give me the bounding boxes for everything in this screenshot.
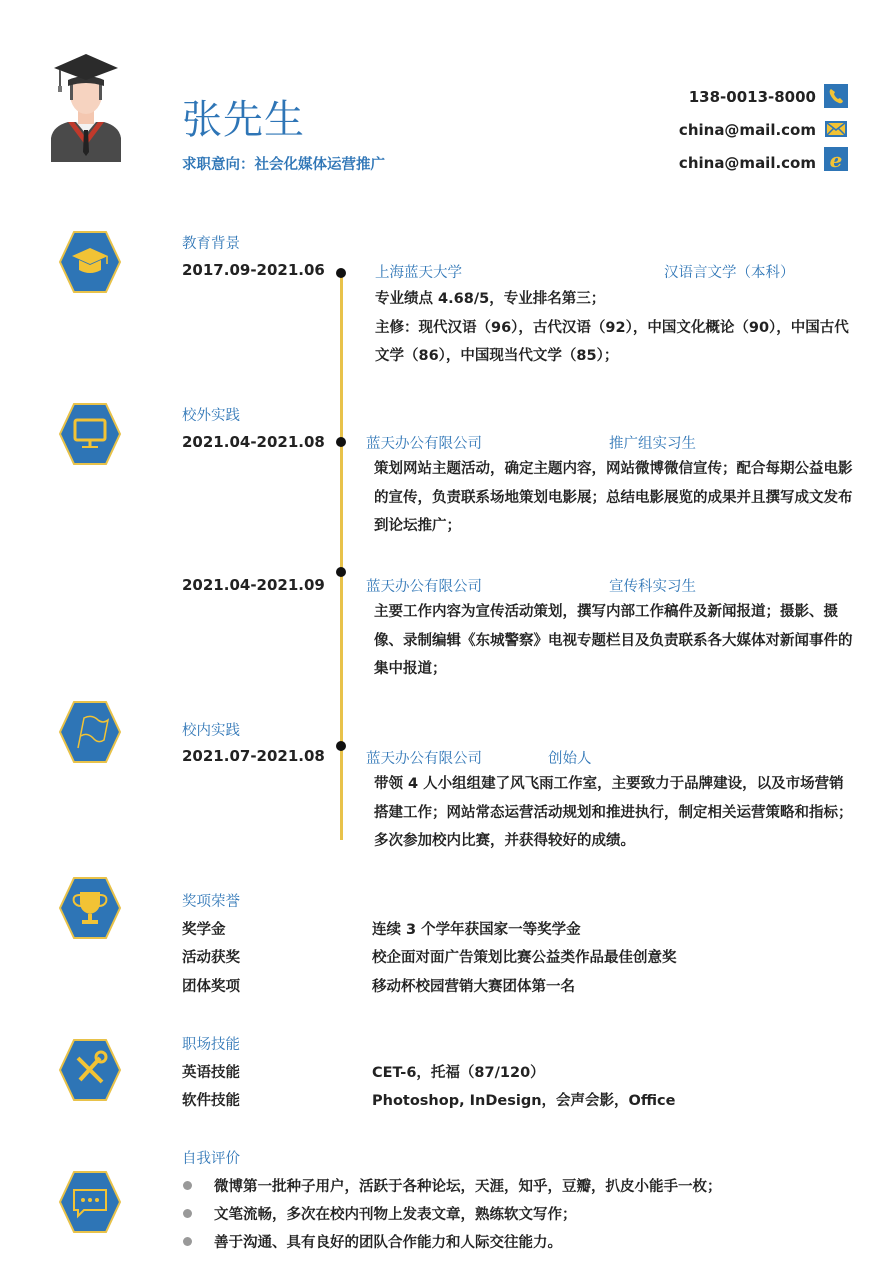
contact-website[interactable]: china@mail.com [678, 154, 816, 172]
mail-icon [824, 117, 848, 141]
internal-desc: 带领 4 人小组组建了风飞雨工作室，主要致力于品牌建设，以及市场营销搭建工作；网站常态运营活动规划和推进执行，制定相关运营策略和指标；多次参加校内比赛，并获得较好的成绩。 [374, 776, 853, 849]
timeline-dot [336, 268, 346, 278]
timeline-line [340, 272, 343, 840]
self-eval-item: 善于沟通、具有良好的团队合作能力和人际交往能力。 [214, 1235, 562, 1251]
section-title-awards: 奖项荣誉 [182, 894, 240, 910]
candidate-name: 张先生 [182, 97, 305, 143]
external-desc-1: 策划网站主题活动，确定主题内容，网站微博微信宣传；配合每期公益电影的宣传，负责联系场地策划电影展；总结电影展览的成果并且撰写成文发布到论坛推广； [374, 461, 853, 534]
skill-value: CET-6，托福（87/120） [372, 1065, 545, 1081]
skill-value: Photoshop, InDesign，会声会影，Office [372, 1093, 676, 1109]
phone-icon [824, 84, 848, 108]
browser-icon [824, 147, 848, 171]
graduation-cap-icon [58, 230, 122, 294]
section-title-internal-practice: 校内实践 [182, 723, 240, 739]
school-name: 上海蓝天大学 [375, 265, 462, 281]
internal-date: 2021.07-2021.08 [182, 747, 325, 765]
timeline-dot [336, 741, 346, 751]
section-title-education: 教育背景 [182, 236, 240, 252]
tools-icon [58, 1038, 122, 1102]
timeline-dot [336, 437, 346, 447]
job-intent: 求职意向：社会化媒体运营推广 [182, 157, 385, 173]
award-value: 校企面对面广告策划比赛公益类作品最佳创意奖 [372, 950, 677, 966]
education-date: 2017.09-2021.06 [182, 261, 325, 279]
skill-label: 英语技能 [182, 1065, 240, 1081]
flag-icon [58, 700, 122, 764]
external-org-2: 蓝天办公有限公司 [366, 579, 482, 595]
self-eval-item: 文笔流畅，多次在校内刊物上发表文章，熟练软文写作； [214, 1207, 577, 1223]
award-label: 奖学金 [182, 922, 226, 938]
external-desc-2: 主要工作内容为宣传活动策划，撰写内部工作稿件及新闻报道；摄影、摄像、录制编辑《东城警察》电视专题栏目及负责联系各大媒体对新闻事件的集中报道； [374, 604, 853, 677]
internal-org: 蓝天办公有限公司 [366, 751, 482, 767]
external-org-1: 蓝天办公有限公司 [366, 436, 482, 452]
bullet-icon [183, 1237, 192, 1246]
contact-phone[interactable]: 138-0013-8000 [688, 88, 816, 106]
external-date-1: 2021.04-2021.08 [182, 433, 325, 451]
chat-bubble-icon [58, 1170, 122, 1234]
bullet-icon [183, 1181, 192, 1190]
award-value: 连续 3 个学年获国家一等奖学金 [372, 922, 581, 938]
internal-role: 创始人 [548, 751, 592, 767]
award-label: 团体奖项 [182, 979, 240, 995]
award-value: 移动杯校园营销大赛团体第一名 [372, 979, 575, 995]
skill-label: 软件技能 [182, 1093, 240, 1109]
external-role-1: 推广组实习生 [609, 436, 696, 452]
timeline-dot [336, 567, 346, 577]
self-eval-item: 微博第一批种子用户，活跃于各种论坛，天涯，知乎，豆瓣，扒皮小能手一枚； [214, 1179, 722, 1195]
contact-email[interactable]: china@mail.com [678, 121, 816, 139]
bullet-icon [183, 1209, 192, 1218]
major: 汉语言文学（本科） [664, 265, 795, 281]
education-detail: 专业绩点 4.68/5，专业排名第三； 主修：现代汉语（96），古代汉语（92），中国文化概论（90），中国古代文学（86），中国现当代文学（85）； [375, 291, 849, 364]
section-title-skills: 职场技能 [182, 1037, 240, 1053]
award-label: 活动获奖 [182, 950, 240, 966]
monitor-icon [58, 402, 122, 466]
section-title-external-practice: 校外实践 [182, 408, 240, 424]
svg-text:e: e [829, 148, 843, 171]
external-role-2: 宣传科实习生 [609, 579, 696, 595]
section-title-self-evaluation: 自我评价 [182, 1151, 240, 1167]
avatar [48, 50, 124, 162]
external-date-2: 2021.04-2021.09 [182, 576, 325, 594]
trophy-icon [58, 876, 122, 940]
